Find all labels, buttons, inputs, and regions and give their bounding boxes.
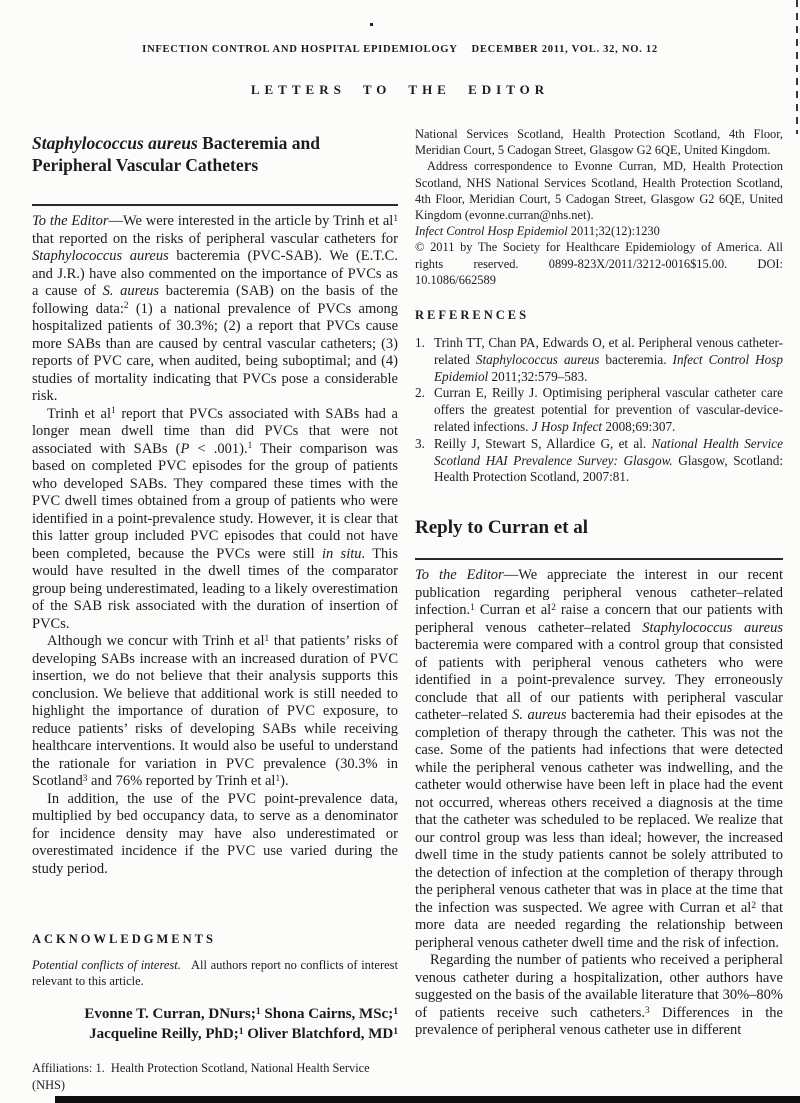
acknowledgments-heading: ACKNOWLEDGMENTS [32, 932, 216, 946]
reply-title: Reply to Curran et al [415, 517, 589, 539]
letter-paragraph-1: To the Editor—We were interested in the article by Trinh et $al^1$ that reported on the risks of peripheral vascular catheters for Staphylococcus aureus bacteremia (PVC-SAB). We (E.T.C. and J.R.) have also commented on the importance of PVCs as a cause of S. aureus bacteremia (SAB) on the basis of the following data:$^2$ (1) a national prevalence of PVCs among hospitalized patients of 30.3%; (2) a report that PVCs cause more SABs than are caused by central vascular catheters; (3) reports of PVC care, when audited, being suboptimal; and (4) studies of mortality indicating that PVCs pose a considerable risk. [32, 213, 398, 404]
scan-bottom-bar [55, 1096, 800, 1103]
letter-title: Staphylococcus aureus Bacteremia and Peripheral Vascular Catheters [32, 133, 320, 175]
title-rule [32, 204, 398, 206]
right-column [415, 126, 783, 1040]
letter-paragraph-2: Trinh et $al^1$ report that PVCs associated with SABs had a longer mean dwell time than did PVCs that were not associated with SABs (P < .001).$^1$ Their comparison was based on completed PVC episodes for the group of patients who developed SABs. They compared these times with the PVC dwell times obtained from a group of patients who were identified in a point-prevalence study. However, it is clear that this latter group included PVC episodes that could not have been completed, because the PVCs were still in situ. This would have resulted in the dwell times of the comparator group being underestimated, leading to a likely overestimation of the SAB risk associated with the duration of insertion of PVCs. [32, 405, 398, 632]
reference-text: Curran E, Reilly J. Optimising peripheral vascular catheter care offers the greatest potential for prevention of vascular-device-related infections. J Hosp Infect 2008;69:307. [434, 385, 783, 435]
running-head [0, 44, 800, 55]
reference-item-3 [415, 436, 783, 486]
author-line-1: Evonne T. Curran, DNurs;$^1$ Shona Cairns, MSc;$^1$ [84, 1006, 398, 1023]
affiliation-continued: National Services Scotland, Health Protection Scotland, 4th Floor, Meridian Court, 5 Cadogan Street, Glasgow G2 6QE, United Kingdom. [415, 127, 783, 158]
reply-title-rule [415, 558, 783, 560]
left-column [32, 126, 398, 1093]
acknowledgments-text: Potential conflicts of interest. All authors report no conflicts of interest relevant to this article. [32, 958, 398, 989]
correspondence-note: Address correspondence to Evonne Curran, MD, Health Protection Scotland, NHS National Services Scotland, Health Protection Scotland, 4th Floor, Meridian Court, 5 Cadogan Street, Glasgow G2 6QE, United Kingdom (evonne.curran@nhs.net). [415, 159, 783, 223]
reference-list [415, 335, 783, 486]
reference-number: 1. [415, 335, 425, 351]
reference-text: Reilly J, Stewart S, Allardice G, et al. National Health Service Scotland HAI Prevalence Survey: Glasgow. Glasgow, Scotland: Health Protection Scotland, 2007:81. [434, 435, 784, 485]
reply-paragraph-2: Regarding the number of patients who received a peripheral venous catheter during a hospitalization, other authors have suggested on the basis of the available literature that 30%–80% of patients receive such catheters.$^3$ Differences in the prevalence of peripheral venous catheter use in different [415, 952, 783, 1039]
letter-paragraph-3: Although we concur with Trinh et $al^1$ that patients’ risks of developing SABs increase with an increased duration of PVC insertion, we do not believe that their analysis supports this conclusion. We believe that additional work is still needed to highlight the importance of duration of PVC exposure, to reduce patients’ risks of developing SABs while receiving healthcare interventions. It would also be useful to understand the rationale for variation in PVC prevalence (30.3% in Scotland$^3$ and 76% reported by Trinh et $al^1$). [32, 633, 398, 789]
reference-text: Trinh TT, Chan PA, Edwards O, et al. Peripheral venous catheter-related Staphylococcus aureus bacteremia. Infect Control Hosp Epidemiol 2011;32:579–583. [434, 335, 783, 384]
journal-title: INFECTION CONTROL AND HOSPITAL EPIDEMIOLOGY [142, 44, 458, 55]
reference-item-2 [415, 385, 783, 435]
scan-edge-marks-right [796, 0, 798, 134]
copyright-line: © 2011 by The Society for Healthcare Epidemiology of America. All rights reserved. 0899-823X/2011/3212-0016$15.00. DOI: 10.1086/662589 [415, 240, 783, 287]
reference-number: 3. [415, 435, 425, 451]
reference-number: 2. [415, 385, 425, 401]
reply-paragraph-1: To the Editor—We appreciate the interest in our recent publication regarding peripheral venous catheter–related infection.$^1$ Curran et $al^2$ raise a concern that our patients with peripheral venous catheter–related Staphylococcus aureus bacteremia were compared with a control group that consisted of patients with peripheral venous catheters who were identified in a point-prevalence survey. They erroneously conclude that all of our patients with peripheral vascular catheter–related S. aureus bacteremia had their episodes at the completion of therapy through the catheter. This was not the case. Some of the patients had infections that were detected while the peripheral venous catheter was indwelling, and the catheter would otherwise have been left in place had the event not occurred, whereas others received a diagnosis at the time that the catheter was scheduled to be replaced. We realize that our control group was less than ideal; however, the increased dwell time in the study patients cannot be solely attributed to the detection of infection at the completion of therapy through the peripheral venous catheter that was in place at the time that the infection was suspected. We agree with Curran et $al^2$ that more data are needed regarding the relationship between peripheral venous catheter dwell time and the risk of infection. [415, 567, 783, 951]
author-block [32, 1005, 398, 1044]
reference-item-1 [415, 335, 783, 385]
journal-issue: DECEMBER 2011, VOL. 32, NO. 12 [471, 44, 658, 55]
affiliations-line: Affiliations: 1. Health Protection Scotland, National Health Service (NHS) [32, 1061, 370, 1092]
citation-line: Infect Control Hosp Epidemiol 2011;32(12):1230 [415, 224, 660, 239]
letter-paragraph-4: In addition, the use of the PVC point-prevalence data, multiplied by bed occupancy data, to serve as a denominator for incidence density may have also underestimated or overestimated incidence if the PVC use varied during the study period. [32, 790, 398, 877]
section-heading: LETTERS TO THE EDITOR [250, 82, 550, 97]
scan-speck-top-center [370, 23, 373, 26]
references-heading: REFERENCES [415, 308, 530, 323]
author-line-2: Jacqueline Reilly, PhD;$^1$ Oliver Blatchford, $MD^1$ [89, 1025, 398, 1042]
